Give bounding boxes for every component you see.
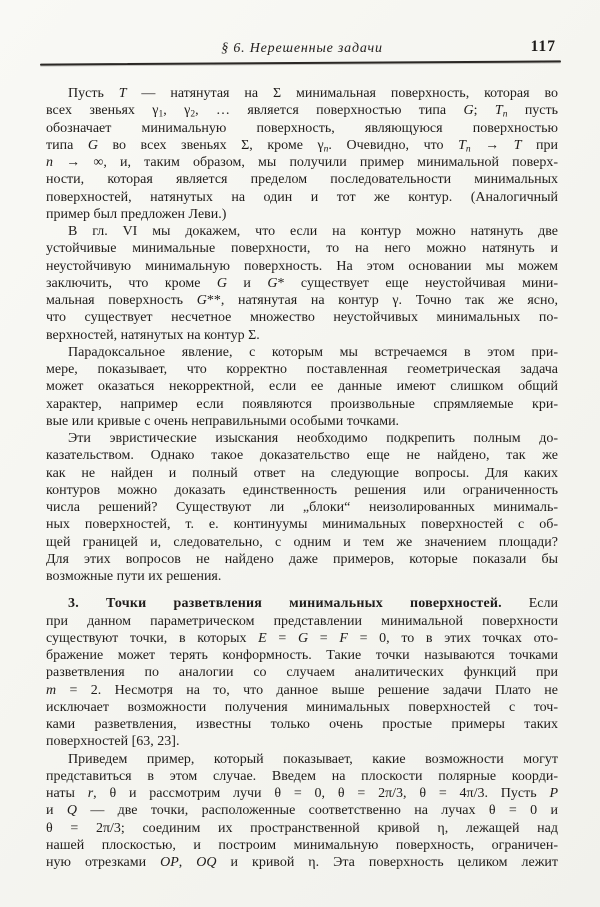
text-line: нашей плоскостью, и построим минимальную поверхность, ограничен-: [46, 837, 558, 853]
text-line: ками разветвления, известны только очень простые примеры таких: [46, 717, 558, 732]
text-line: Эти эвристические изыскания необходимо подкрепить полным до-: [68, 431, 558, 446]
text-line: неустойчивую минимальную поверхность. На этом основании мы можем: [46, 258, 558, 274]
text-line: В гл. VI мы докажем, что если на контур можно натянуть две: [68, 224, 558, 239]
page-body: [46, 85, 558, 871]
text-line: возможные пути их решения.: [46, 569, 222, 584]
text-line: казательством. Однако такое доказательство еще не найдено, так же: [46, 448, 558, 464]
text-line: наты r, θ и рассмотрим лучи θ = 0, θ = 2π/3, θ = 4π/3. Пусть P: [46, 786, 558, 801]
text-line: θ = 2π/3; соединим их пространственной кривой η, лежащей над: [46, 820, 558, 836]
running-title: § 6. Нерешенные задачи: [221, 41, 383, 56]
text-line: поверхностей [63, 23].: [46, 734, 180, 750]
text-line: 3. Точки разветвления минимальных поверхностей. Если: [68, 596, 558, 612]
text-line: Парадоксальное явление, с которым мы встречаемся в этом при-: [68, 344, 558, 360]
text-line: ности, которая является пределом последовательности минимальных: [46, 172, 558, 188]
text-line: ную отрезками OP, OQ и кривой η. Эта поверхность целиком лежит: [46, 855, 558, 870]
text-line: как не найден и полный ответ на следующие вопросы. Для каких: [46, 465, 558, 481]
text-line: обозначает минимальную поверхность, являющуюся поверхностью: [46, 120, 558, 136]
text-line: вые или кривые с очень неправильными особыми точками.: [46, 413, 400, 429]
header-rule: [40, 60, 561, 65]
text-line: существуют точки, в которых E = G = F = 0, то в этих точках ото-: [46, 630, 558, 646]
text-line: числа решений? Существуют ли „блоки“ неизолированных минималь-: [46, 500, 558, 515]
text-line: при данном параметрическом представлении минимальной поверхности: [46, 613, 558, 629]
text-line: Пусть T — натянутая на Σ минимальная поверхность, которая во: [68, 86, 558, 101]
text-line: верхностей, натянутых на контур Σ.: [46, 327, 260, 343]
text-line: что существует несчетное множество неустойчивых минимальных по-: [46, 310, 558, 326]
text-line: исключает возможности получения минимальных поверхностей с точ-: [46, 699, 558, 715]
paragraph: [46, 223, 558, 344]
text-line: контуров можно доказать единственность решения или ограниченность: [46, 482, 558, 498]
paragraph: [46, 344, 558, 430]
paragraph: [46, 85, 558, 223]
text-line: Приведем пример, который показывает, какие возможности могут: [68, 751, 558, 767]
text-line: характер, например если появляются произвольные спрямляемые кри-: [46, 396, 558, 412]
text-line: представиться в этом случае. Введем на плоскости полярные коорди-: [46, 768, 558, 784]
text-line: n → ∞, и, таким образом, мы получили пример минимальной поверх-: [46, 155, 558, 170]
text-line: мальная поверхность G**, натянутая на контур γ. Точно так же ясно,: [46, 293, 558, 308]
paragraph: [46, 751, 558, 872]
page-number: 117: [530, 38, 556, 55]
text-line: заключить, что кроме G и G* существует еще неустойчивая мини-: [46, 275, 558, 291]
text-line: ных поверхностей, т. е. континуумы минимальных поверхностей с об-: [46, 517, 558, 533]
text-line: Для этих вопросов не найдено даже примеров, которые показали бы: [46, 551, 558, 567]
text-line: может оказаться некорректной, если ее данные имеют слишком общий: [46, 379, 558, 395]
text-line: и Q — две точки, расположенные соответственно на лучах θ = 0 и: [46, 803, 558, 819]
text-line: поверхностей, натянутых на один и тот же контур. (Аналогичный: [46, 189, 558, 205]
running-head: [46, 38, 558, 59]
paragraph: [46, 595, 558, 750]
text-line: мере, показывает, что корректно поставленная геометрическая задача: [46, 362, 558, 377]
text-line: пример был предложен Леви.): [46, 206, 227, 222]
text-line: щей границей и, следовательно, с одним и тем же значением площади?: [46, 534, 558, 550]
text-line: устойчивые минимальные поверхности, то на него можно натянуть и: [46, 241, 558, 257]
text-line: типа G во всех звеньях Σ, кроме $\gamma_n$. Очевидно, что $T_n \to T$ при: [46, 137, 558, 154]
paragraph: [46, 430, 558, 585]
text-line: всех звеньях $\gamma_1$, $\gamma_2$, … является поверхностью типа G; $T_n$ пусть: [46, 103, 558, 120]
text-line: бражение может терять конформность. Такие точки называются точками: [46, 648, 558, 663]
text-line: m = 2. Несмотря на то, что данное выше решение задачи Плато не: [46, 682, 558, 698]
text-line: разветвления по аналогии со случаем аналитических функций при: [46, 665, 558, 681]
